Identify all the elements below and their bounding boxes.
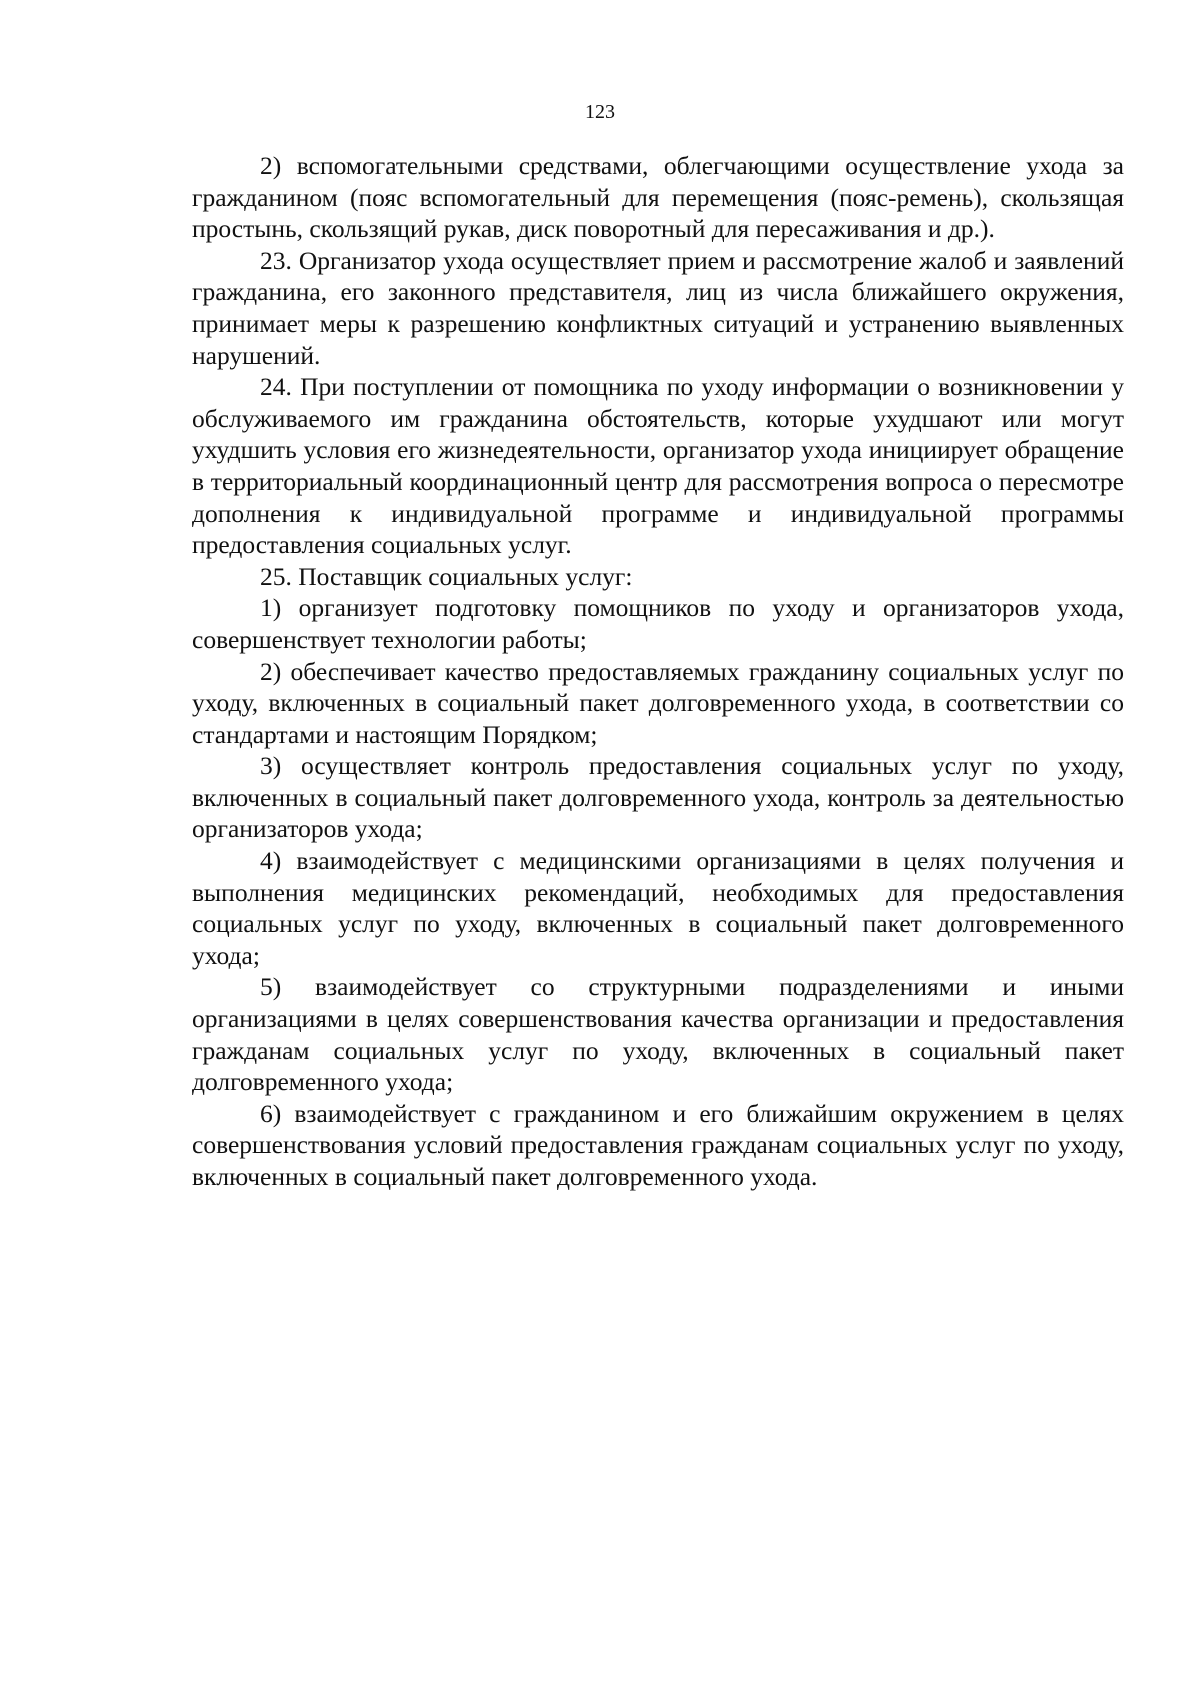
provider-duty-4: 4) взаимодействует с медицинскими организациями в целях получения и выполнения медицинских рекомендаций, необходимых для предоставления социальных услуг по уходу, включенных в социальный пакет долговременного ухода; bbox=[192, 846, 1124, 970]
provider-duty-1: 1) организует подготовку помощников по уходу и организаторов ухода, совершенствует технологии работы; bbox=[192, 593, 1124, 654]
provider-duty-6: 6) взаимодействует с гражданином и его ближайшим окружением в целях совершенствования условий предоставления гражданам социальных услуг по уходу, включенных в социальный пакет долговременного ухода. bbox=[192, 1098, 1124, 1191]
document-body bbox=[192, 150, 1124, 1193]
page-number: 123 bbox=[585, 101, 615, 123]
provider-duty-3: 3) осуществляет контроль предоставления социальных услуг по уходу, включенных в социальный пакет долговременного ухода, контроль за деятельностью организаторов ухода; bbox=[192, 751, 1124, 844]
paragraph-item-2-aids: 2) вспомогательными средствами, облегчающими осуществление ухода за гражданином (пояс вспомогательный для перемещения (пояс-ремень), скользящая простынь, скользящий рукав, диск поворотный для пересаживания и др.). bbox=[192, 151, 1124, 244]
paragraph-23-complaints: 23. Организатор ухода осуществляет прием и рассмотрение жалоб и заявлений гражданина, его законного представителя, лиц из числа ближайшего окружения, принимает меры к разрешению конфликтных ситуаций и устранению выявленных нарушений. bbox=[192, 245, 1124, 370]
paragraph-25-provider-heading: 25. Поставщик социальных услуг: bbox=[260, 561, 633, 591]
provider-duty-2: 2) обеспечивает качество предоставляемых гражданину социальных услуг по уходу, включенных в социальный пакет долговременного ухода, в соответствии со стандартами и настоящим Порядком; bbox=[192, 656, 1124, 749]
provider-duty-5: 5) взаимодействует со структурными подразделениями и иными организациями в целях совершенствования качества организации и предоставления гражданам социальных услуг по уходу, включенных в социальный пакет долговременного ухода; bbox=[192, 972, 1124, 1097]
paragraph-24-circumstances: 24. При поступлении от помощника по уходу информации о возникновении у обслуживаемого им гражданина обстоятельств, которые ухудшают или могут ухудшить условия его жизнедеятельности, организатор ухода инициирует обращение в территориальный координационный центр для рассмотрения вопроса о пересмотре дополнения к индивидуальной программе и индивидуальной программы предоставления социальных услуг. bbox=[192, 372, 1124, 560]
